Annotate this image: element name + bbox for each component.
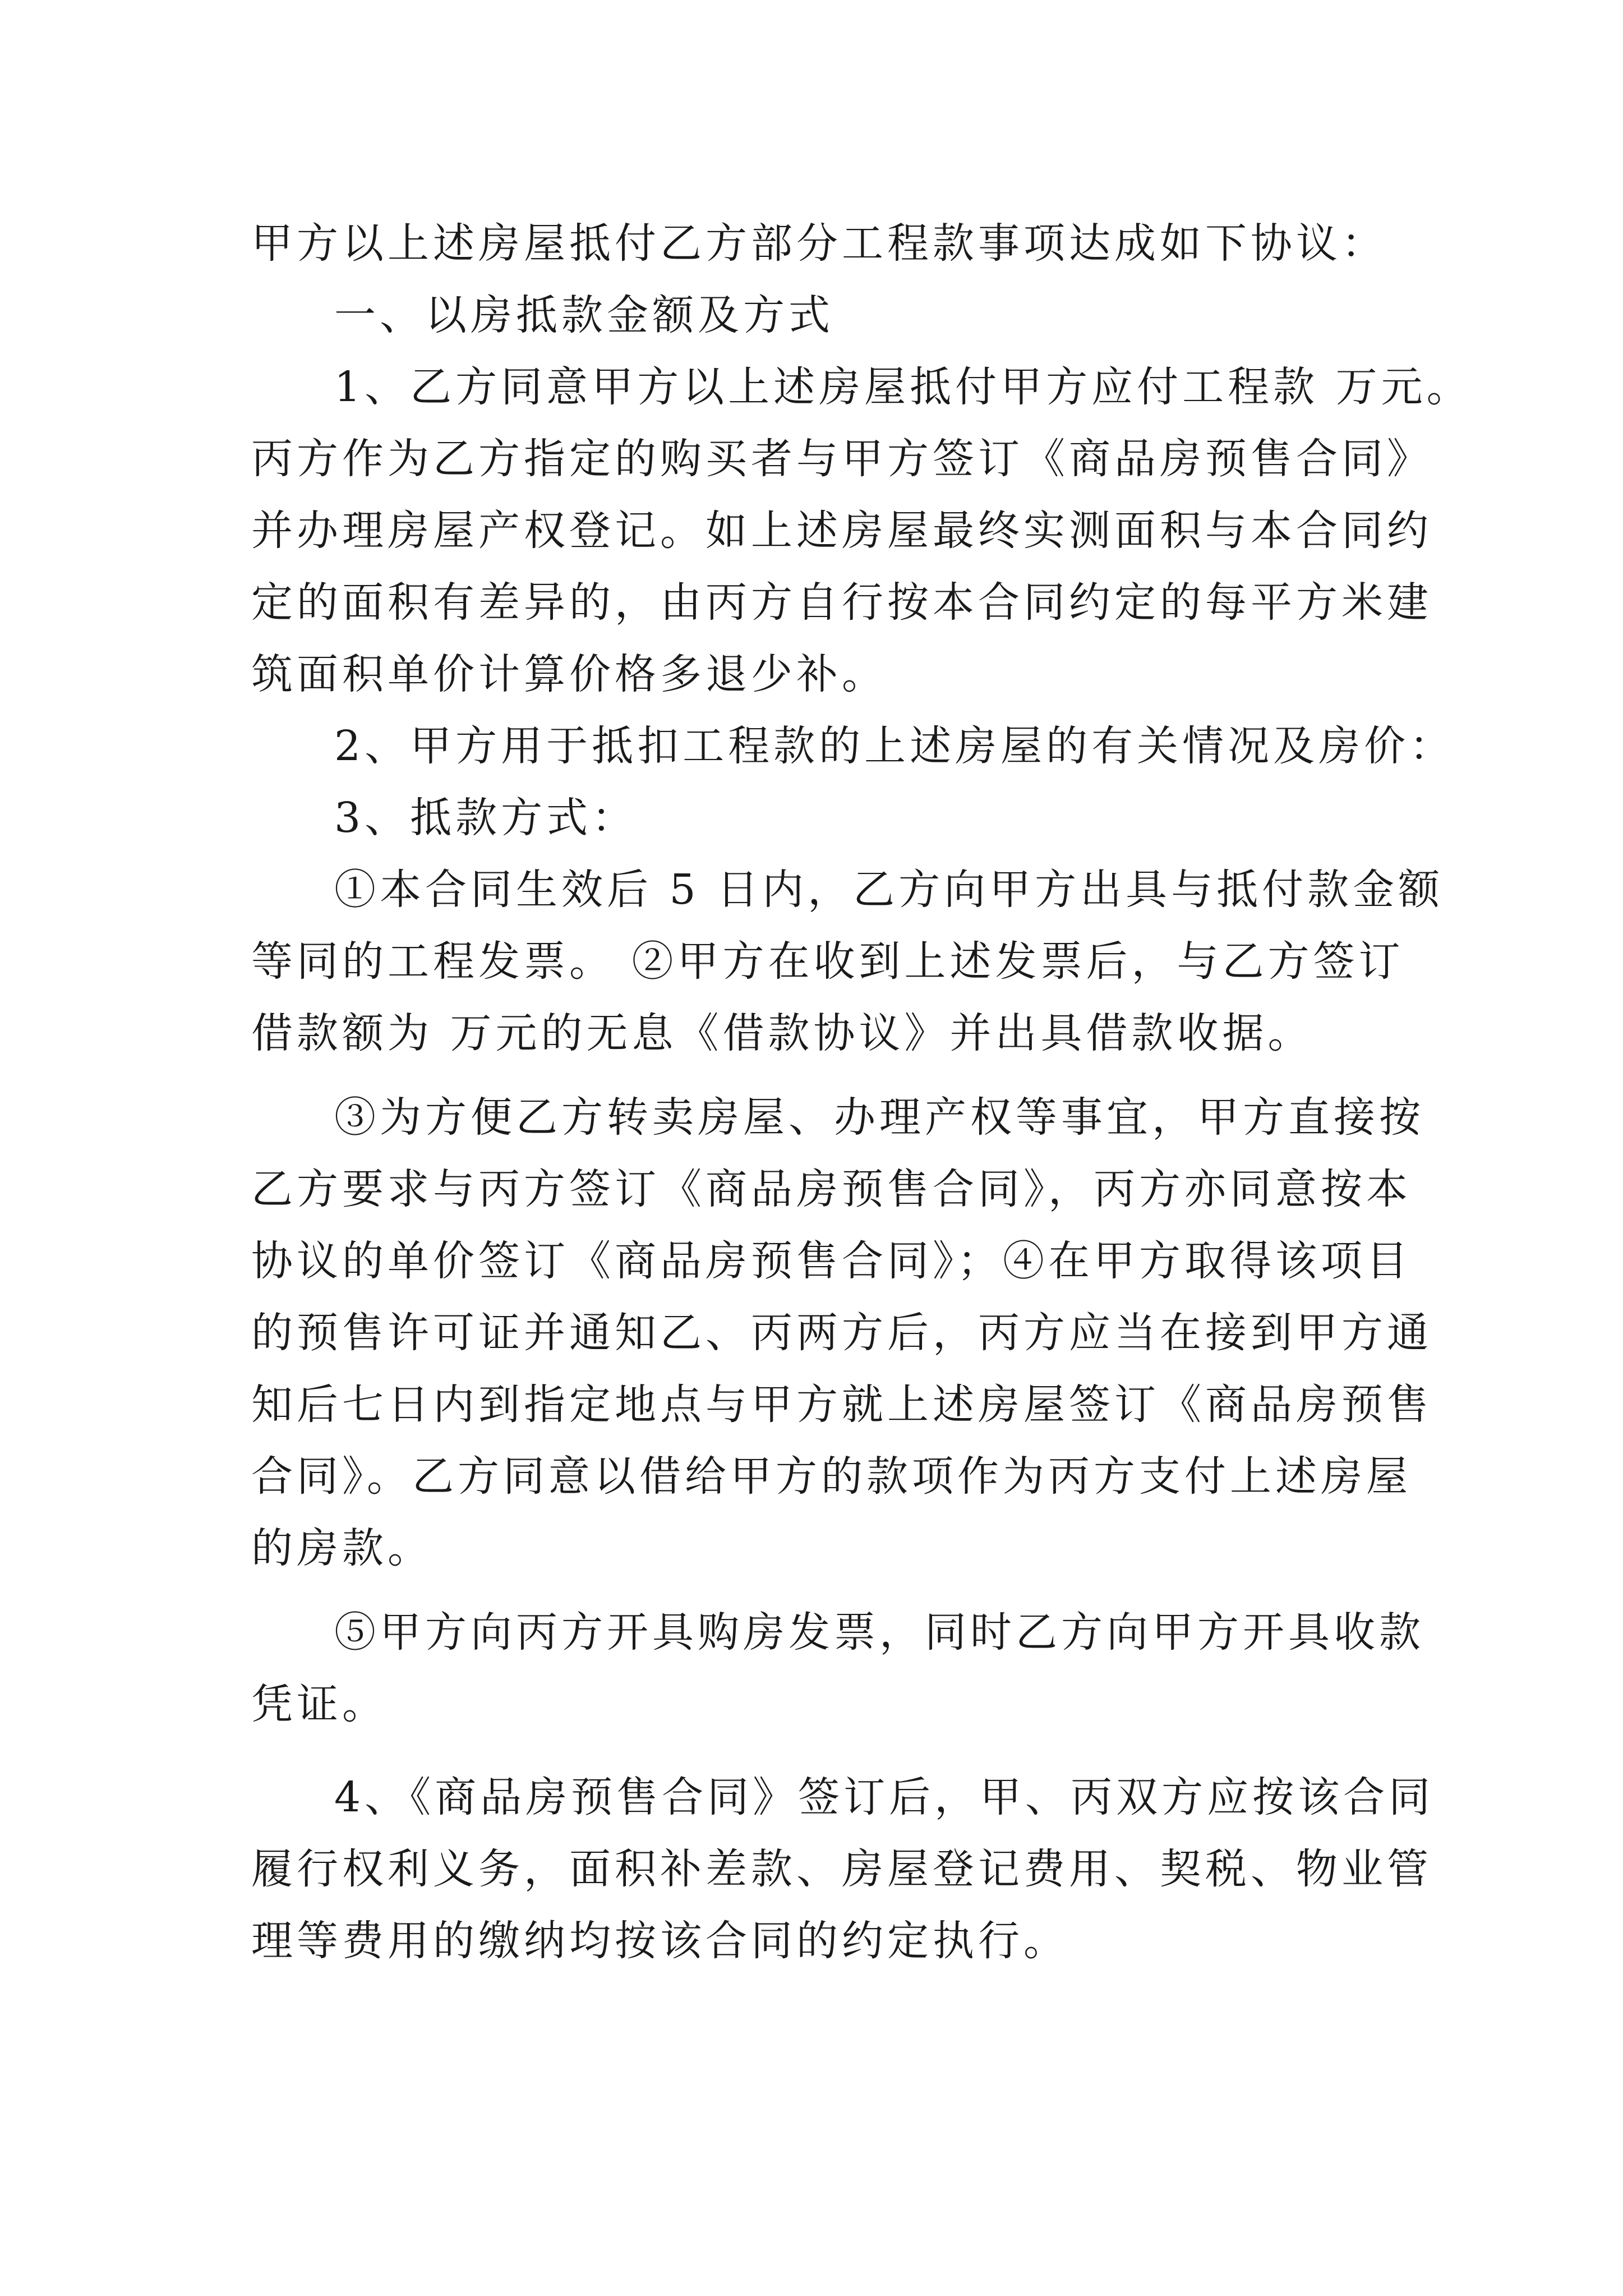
item-1-line-2: 等同的工程发票。 ②甲方在收到上述发票后，与乙方签订	[251, 937, 1404, 986]
clause-1-line-1: 1、乙方同意甲方以上述房屋抵付甲方应付工程款 万元。	[334, 363, 1472, 411]
item-4-line-1: 的预售许可证并通知乙、丙两方后，丙方应当在接到甲方通	[251, 1309, 1432, 1357]
item-4-line-3: 合同》。乙方同意以借给甲方的款项作为丙方支付上述房屋	[251, 1452, 1412, 1501]
clause-1-line-4: 定的面积有差异的，由丙方自行按本合同约定的每平方米建	[251, 578, 1432, 627]
clause-4-line-1: 4、《商品房预售合同》签订后，甲、丙双方应按该合同	[334, 1773, 1435, 1821]
item-5-line-1: ⑤甲方向丙方开具购房发票，同时乙方向甲方开具收款	[334, 1608, 1424, 1657]
clause-4-line-2: 履行权利义务，面积补差款、房屋登记费用、契税、物业管	[251, 1845, 1432, 1893]
clause-4-line-3: 理等费用的缴纳均按该合同的约定执行。	[251, 1917, 1069, 1965]
document-body	[251, 208, 1472, 1977]
clause-1-line-2: 丙方作为乙方指定的购买者与甲方签订《商品房预售合同》	[251, 435, 1432, 483]
clause-1-line-3: 并办理房屋产权登记。如上述房屋最终实测面积与本合同约	[251, 507, 1432, 555]
item-4-line-4: 的房款。	[251, 1524, 433, 1572]
paragraph-intro: 甲方以上述房屋抵付乙方部分工程款事项达成如下协议：	[251, 219, 1387, 268]
item-3-line-2: 乙方要求与丙方签订《商品房预售合同》，丙方亦同意按本	[251, 1165, 1412, 1213]
item-4-line-2: 知后七日内到指定地点与甲方就上述房屋签订《商品房预售	[251, 1381, 1432, 1429]
clause-3-heading: 3、抵款方式：	[334, 794, 638, 842]
item-1-line-1: ①本合同生效后 5 日内，乙方向甲方出具与抵付款金额	[334, 866, 1444, 914]
clause-1-line-5: 筑面积单价计算价格多退少补。	[251, 650, 887, 698]
item-3-line-3: 协议的单价签订《商品房预售合同》；④在甲方取得该项目	[251, 1237, 1412, 1285]
section-heading-1: 一、以房抵款金额及方式	[334, 291, 834, 339]
item-2-line-1: 借款额为 万元的无息《借款协议》并出具借款收据。	[251, 1009, 1313, 1057]
item-5-line-2: 凭证。	[251, 1680, 388, 1728]
clause-2: 2、甲方用于抵扣工程款的上述房屋的有关情况及房价：	[334, 722, 1455, 770]
item-3-line-1: ③为方便乙方转卖房屋、办理产权等事宜，甲方直接按	[334, 1093, 1424, 1142]
